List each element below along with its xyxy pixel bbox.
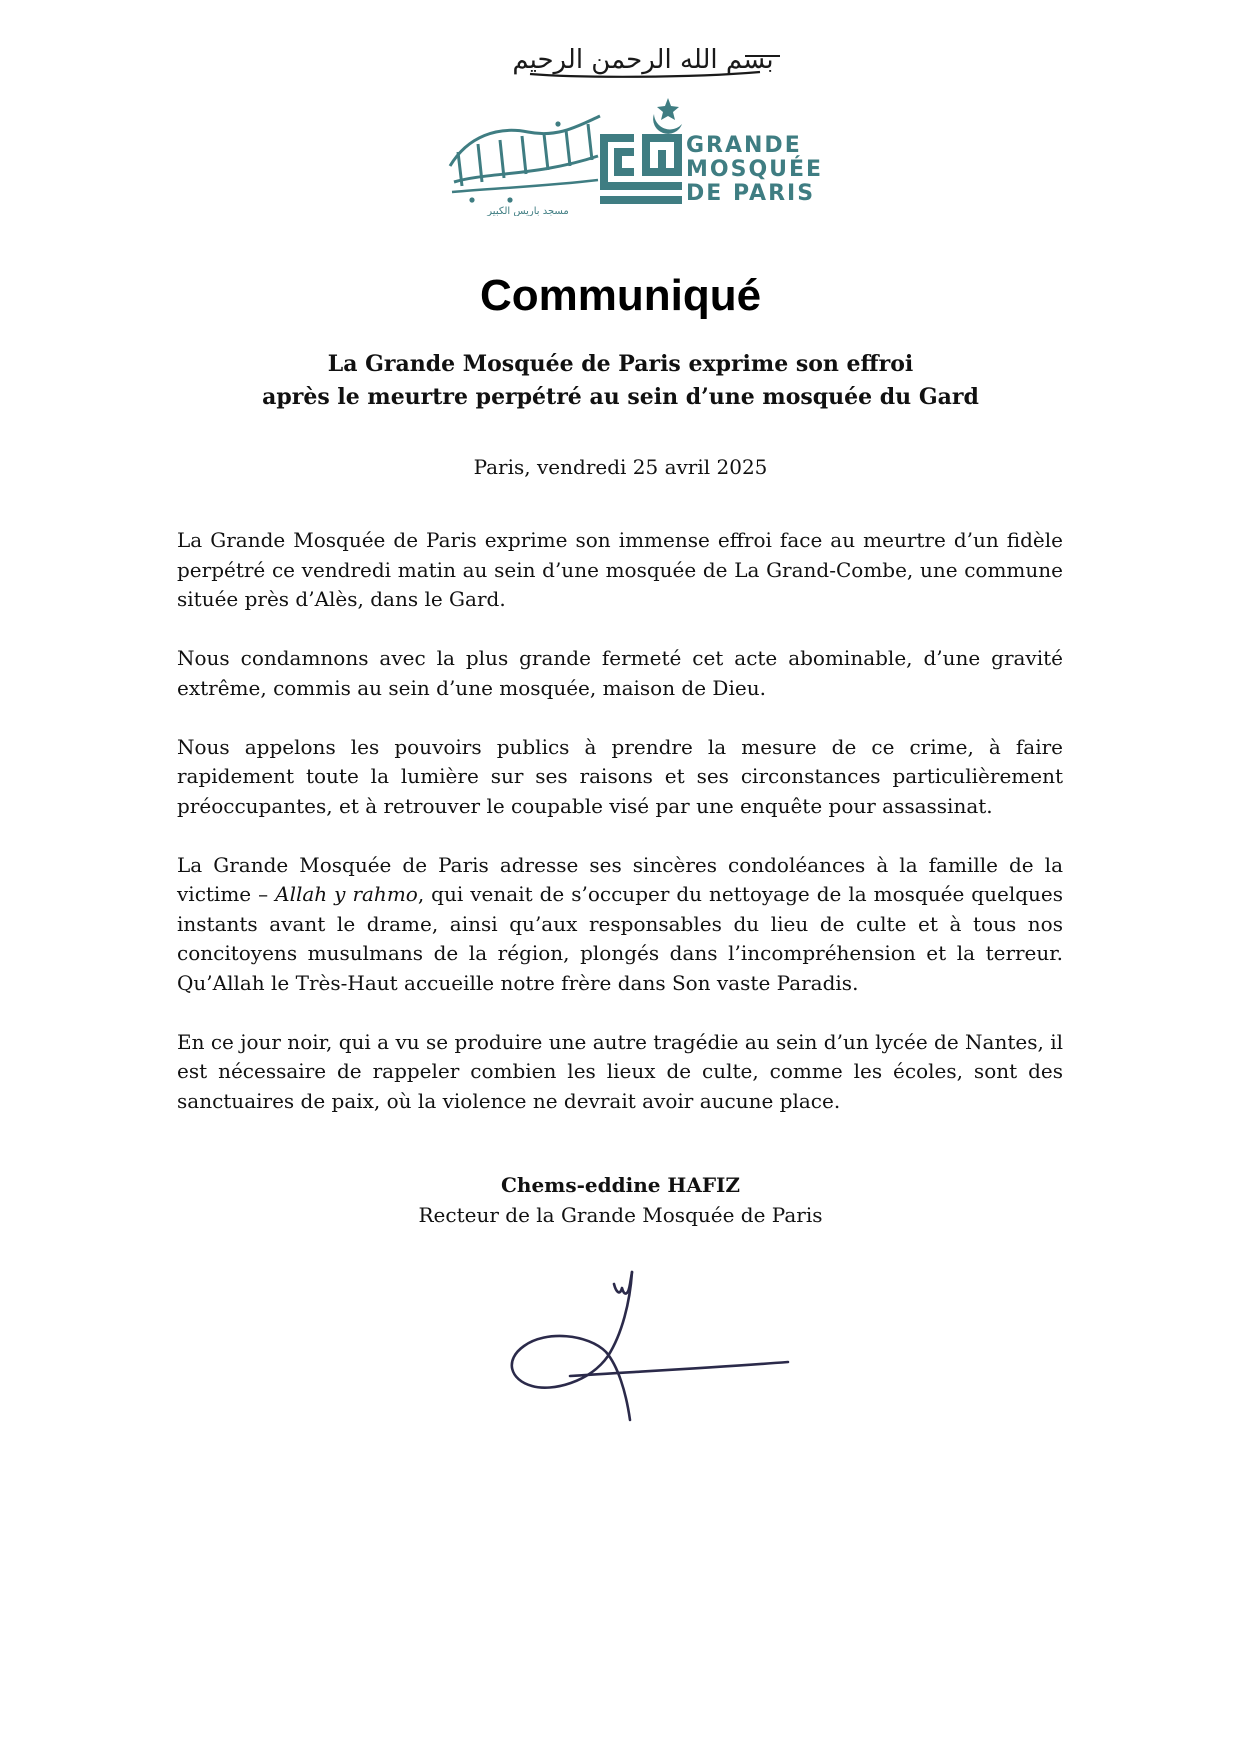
document-title: Communiqué xyxy=(479,271,762,320)
paragraph-4-end: , qui venait de s’occuper du nettoyage de la mosquée quelques instants avant le drame, ainsi qu’aux responsables du lieu de culte et à tous nos concitoyens musulmans de la région, plongés dans l’incompréhension et la terreur. Qu’Allah le Très-Haut accueille notre frère dans Son vaste Paradis. xyxy=(177,882,1063,995)
arabic-calligraphy-logo xyxy=(450,116,600,203)
paragraph-4-emphasis: Allah y rahmo xyxy=(275,882,418,906)
emblem-icon xyxy=(600,98,682,204)
paragraph-2: Nous condamnons avec la plus grande fermeté cet acte abominable, d’une gravité extrême, commis au sein d’une mosquée, maison de Dieu. xyxy=(177,646,1063,700)
bismillah-calligraphy xyxy=(490,38,796,84)
paragraph-4-start: La Grande Mosquée de Paris adresse ses sincères condoléances à la famille de la victime – xyxy=(177,852,1063,906)
communique-body xyxy=(177,526,1063,1146)
paragraph-5: En ce jour noir, qui a vu se produire une autre tragédie au sein d’un lycée de Nantes, il est nécessaire de rappeler combien les lieux de culte, comme les écoles, sont des sanctuaires de paix, où la violence ne devrait avoir aucune place. xyxy=(177,1029,1063,1113)
logo-line-2: MOSQUÉE xyxy=(686,157,824,182)
subtitle-line-1: La Grande Mosquée de Paris exprime son effroi xyxy=(327,351,914,377)
paragraph-1: La Grande Mosquée de Paris exprime son immense effroi face au meurtre d’un fidèle perpétré ce vendredi matin au sein d’une mosquée de La Grand-Combe, une commune située près d’Alès, dans le Gard. xyxy=(177,528,1063,611)
paragraph-3: Nous appelons les pouvoirs publics à prendre la mesure de ce crime, à faire rapidement toute la lumière sur ses raisons et ses circonstances particulièrement préoccupantes, et à retrouver le coupable visé par une enquête pour assassinat. xyxy=(177,734,1063,818)
document-subtitle xyxy=(0,348,1241,414)
handwritten-signature xyxy=(470,1262,800,1434)
subtitle-line-2: après le meurtre perpétré au sein d’une mosquée du Gard xyxy=(262,384,979,410)
bismillah-text: بسم الله الرحمن الرحيم xyxy=(512,45,774,75)
paragraph-4 xyxy=(177,851,1063,999)
signer-name: Chems-eddine HAFIZ xyxy=(501,1173,740,1197)
logo-line-1: GRANDE xyxy=(686,133,802,158)
signer-role: Recteur de la Grande Mosquée de Paris xyxy=(418,1203,823,1227)
date-line: Paris, vendredi 25 avril 2025 xyxy=(473,455,768,479)
logo-line-3: DE PARIS xyxy=(686,181,816,206)
logo-arabic-text: مسجد باريس الكبير xyxy=(487,206,569,216)
logo-wordmark xyxy=(686,134,823,206)
